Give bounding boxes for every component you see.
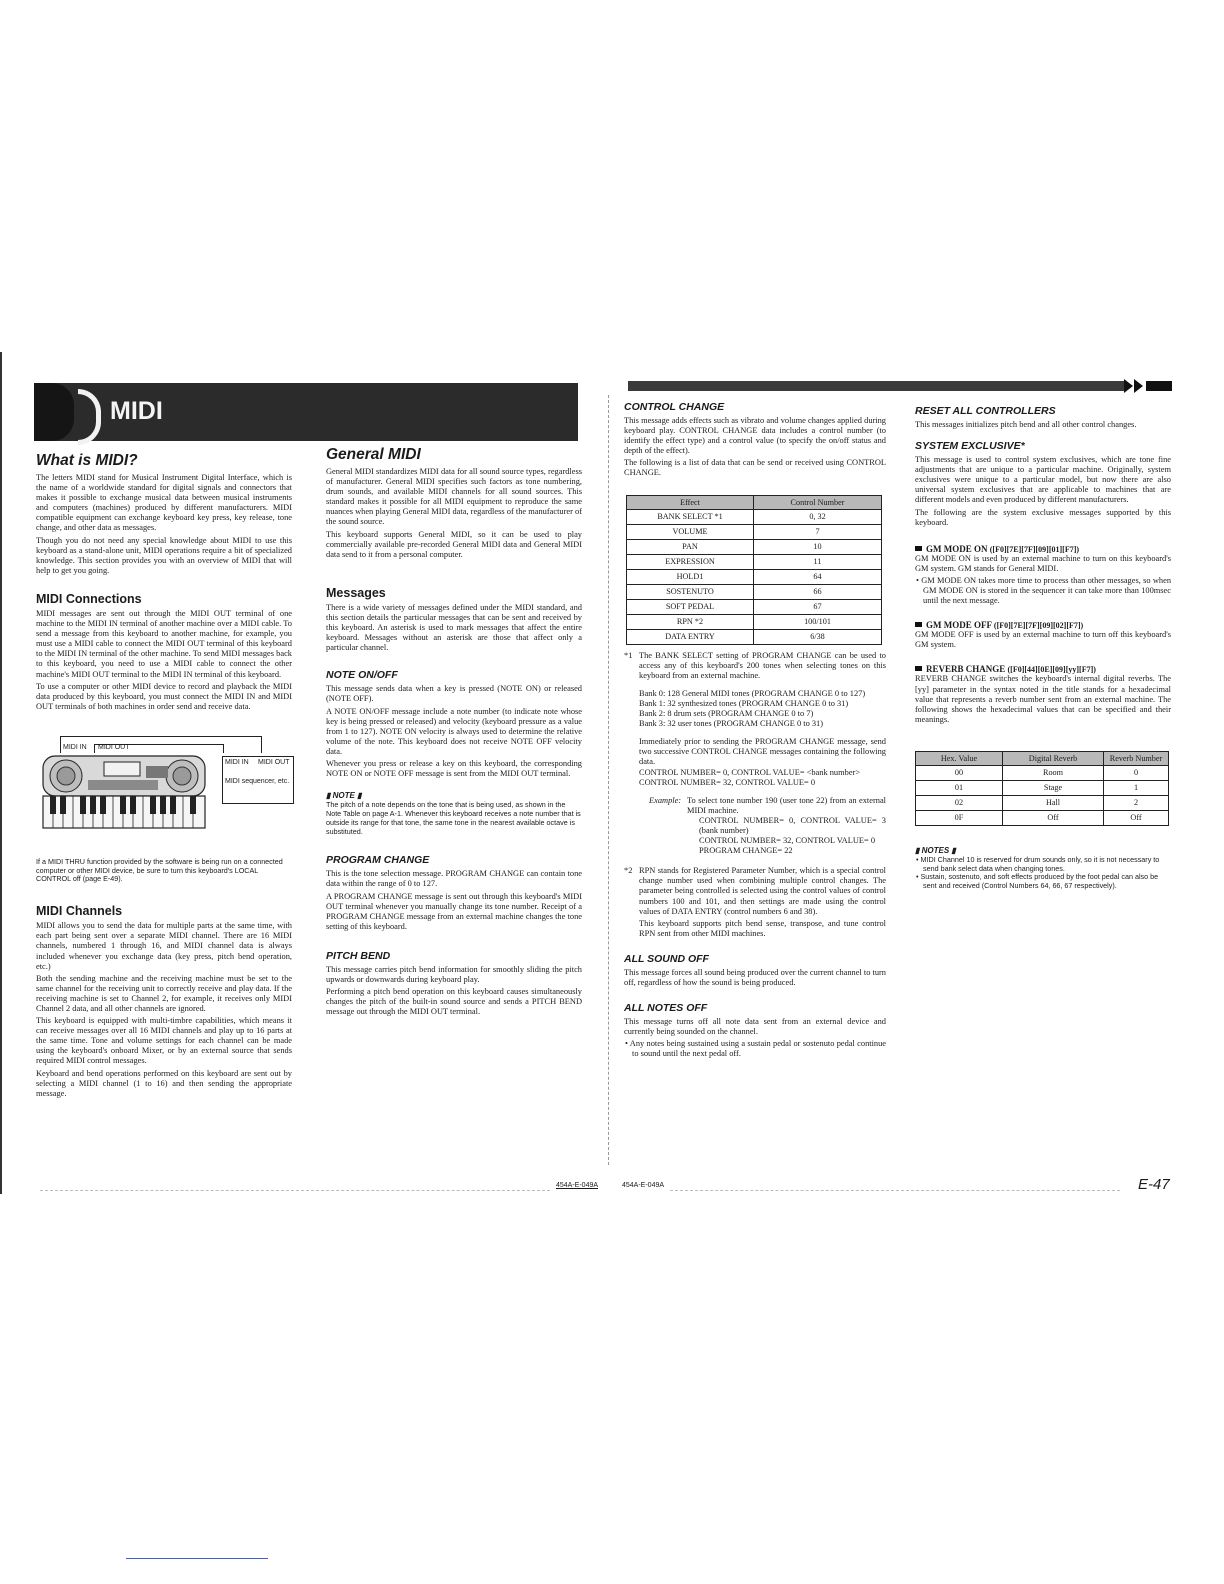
- heading-messages: Messages: [326, 585, 386, 600]
- square-bullet-icon: [915, 666, 922, 671]
- footnote-2-text-2: This keyboard supports pitch bend sense, transpose, and tune control RPN sent from other MIDI machines.: [639, 918, 886, 938]
- table-header-row: [627, 495, 882, 509]
- table-row: [627, 614, 882, 629]
- gm-mode-off-title: GM MODE OFF: [926, 620, 992, 631]
- table-row: [916, 765, 1169, 780]
- control-change-table: [626, 495, 882, 645]
- gm-mode-on-heading: [915, 544, 1171, 554]
- control-change-text-2: The following is a list of data that can be send or received using CONTROL CHANGE.: [624, 458, 886, 478]
- heading-what-is-midi: What is MIDI?: [36, 452, 138, 469]
- notes-bullet-text: MIDI Channel 10 is reserved for drum sounds only, so it is not necessary to send bank select data when changing tones.: [920, 854, 1160, 873]
- square-bullet-icon: [915, 546, 922, 551]
- reverb-change-title: REVERB CHANGE: [926, 664, 1006, 675]
- table-row: [916, 780, 1169, 795]
- footer-rule-right: [670, 1190, 1120, 1191]
- chapter-tab-bracket: [78, 389, 101, 445]
- footnote-2: [624, 866, 886, 939]
- table-cell: VOLUME: [627, 524, 754, 539]
- heading-control-change: CONTROL CHANGE: [624, 401, 725, 413]
- bottom-blue-rule: [126, 1558, 268, 1559]
- midi-channels-text-2: Both the sending machine and the receiving machine must be set to the same channel for the receiving unit to correctly receive and play data. If the receiving machine is set to Channel 2, for example, it receives only MIDI Channel 2 data, and all other channels are ignored.: [36, 973, 292, 1014]
- square-bullet-icon: [915, 622, 922, 627]
- heading-midi-connections: MIDI Connections: [36, 591, 142, 606]
- table-row: [627, 524, 882, 539]
- table-cell: BANK SELECT *1: [627, 509, 754, 524]
- midi-out-label-left: MIDI OUT: [98, 743, 130, 751]
- column-4: [915, 405, 1171, 891]
- table-header-cell: Digital Reverb: [1003, 751, 1104, 765]
- note-onoff-text-2: A NOTE ON/OFF message include a note number (to indicate note whose key is being pressed or released) and velocity (keyboard pressure as a value from 1 to 127). NOTE ON velocity is always used to determine the relative volume of the note. This keyboard does not receive NOTE OFF velocity data.: [326, 706, 582, 756]
- footnote-1-line-1: CONTROL NUMBER= 0, CONTROL VALUE= <bank number>: [639, 767, 861, 777]
- footer-code-left: 454A-E-049A: [556, 1182, 599, 1189]
- reverb-change-code: ([F0][44][0E][09][yy][F7]): [1007, 665, 1096, 675]
- page-number: E-47: [1138, 1176, 1170, 1193]
- table-cell: 00: [916, 765, 1003, 780]
- list-item: CONTROL NUMBER= 0, CONTROL VALUE= 3 (bank number): [699, 815, 886, 835]
- footnote-1: [624, 651, 886, 857]
- footnote-2-mark: *2: [624, 866, 633, 876]
- table-header-cell: Reverb Number: [1104, 751, 1169, 765]
- table-cell: Hall: [1003, 795, 1104, 810]
- table-cell: 11: [754, 554, 882, 569]
- sequencer-label: MIDI sequencer, etc.: [225, 777, 290, 785]
- footnote-1-line-2: CONTROL NUMBER= 32, CONTROL VALUE= 0: [639, 777, 816, 787]
- midi-in-label-left: MIDI IN: [63, 743, 87, 751]
- table-row: [916, 795, 1169, 810]
- general-midi-text: General MIDI standardizes MIDI data for all sound source types, regardless of manufacturer. General MIDI specifies such factors as tone numbering, drum sounds, and available MIDI channels for all sound sources. This standard makes it possible for all MIDI equipment to reproduce the same nuances when playing General MIDI data, regardless of the manufacturer of the sound source.: [326, 467, 582, 527]
- example-block: [639, 796, 886, 857]
- footer-code-right: 454A-E-049A: [622, 1182, 665, 1189]
- table-header-row: [916, 751, 1169, 765]
- chapter-tab-mark: [34, 383, 74, 441]
- header-arrow-2: [1134, 379, 1143, 393]
- table-cell: DATA ENTRY: [627, 629, 754, 644]
- what-is-midi-text: The letters MIDI stand for Musical Instrument Digital Interface, which is the name of a worldwide standard for digital signals and connectors that makes it possible to exchange musical data between musical instruments and computers (machines) produced by different manufacturers. MIDI compatible equipment can exchange keyboard key press, key release, tone change, and other data as messages.: [36, 473, 292, 533]
- list-item: To select tone number 190 (user tone 22) from an external MIDI machine.: [687, 795, 886, 815]
- footnote-1-text-2: Immediately prior to sending the PROGRAM CHANGE message, send two successive CONTROL CHANGE messages containing the following data.: [639, 737, 886, 767]
- sysex-text: This message is used to control system exclusives, which are tone fine adjustments that are unique to a particular machine. Originally, system exclusives were unique to a particular model, but now there are also universal system exclusives that are applicable to machines that are different models and even produced by different manufacturers.: [915, 455, 1171, 505]
- table-row: [916, 810, 1169, 825]
- table-header-cell: Control Number: [754, 495, 882, 509]
- table-cell: Stage: [1003, 780, 1104, 795]
- note-text: The pitch of a note depends on the tone that is being used, as shown in the Note Table on page A-1. Whenever this keyboard receives a note number that is outside its range for that tone, the same tone in the nearest available octave is substituted.: [326, 800, 581, 836]
- midi-channels-text-4: Keyboard and bend operations performed on this keyboard are sent out by selecting a MIDI channel (1 to 16) and then sending the appropriate message.: [36, 1068, 292, 1098]
- left-edge-rule: [0, 352, 2, 1194]
- notes-heading: ▮ NOTES ▮: [915, 845, 956, 855]
- table-cell: 1: [1104, 780, 1169, 795]
- gm-mode-off-heading: [915, 620, 1171, 630]
- right-header-bar: [628, 381, 1124, 391]
- list-item: Bank 1: 32 synthesized tones (PROGRAM CHANGE 0 to 31): [639, 698, 849, 708]
- table-cell: 01: [916, 780, 1003, 795]
- gm-mode-on-bullet-text: GM MODE ON takes more time to process than other messages, so when GM MODE ON is stored in the sequencer it can take more than 100msec until the next message.: [921, 575, 1172, 606]
- midi-connections-text: MIDI messages are sent out through the MIDI OUT terminal of one machine to the MIDI IN terminal of another machine over a MIDI cable. To send a message from this keyboard to another machine, for example, you must use a MIDI cable to connect the MIDI OUT terminal of this keyboard to the MIDI IN terminal of the other machine. To send MIDI messages back to this keyboard, you need to use a MIDI cable to connect the other machine's MIDI OUT terminal to the MIDI IN terminal of this keyboard.: [36, 608, 292, 679]
- table-cell: PAN: [627, 539, 754, 554]
- table-cell: SOFT PEDAL: [627, 599, 754, 614]
- sysex-text-2: The following are the system exclusive messages supported by this keyboard.: [915, 507, 1171, 527]
- column-2: [326, 446, 582, 1019]
- header-end-block: [1146, 381, 1172, 391]
- page-gutter: [608, 395, 609, 1165]
- heading-all-sound-off: ALL SOUND OFF: [624, 952, 709, 965]
- table-cell: 10: [754, 539, 882, 554]
- chapter-title: MIDI: [110, 397, 163, 425]
- midi-out-label-right: MIDI OUT: [258, 758, 290, 766]
- heading-pitch-bend: PITCH BEND: [326, 949, 391, 962]
- gm-mode-off-text: GM MODE OFF is used by an external machine to turn off this keyboard's GM system.: [915, 630, 1171, 650]
- gm-mode-on-code: ([F0][7E][7F][09][01][F7]): [989, 544, 1080, 554]
- header-arrow-1: [1124, 379, 1133, 393]
- reset-text: This messages initializes pitch bend and all other control changes.: [915, 420, 1137, 429]
- all-notes-off-bullet-text: Any notes being sustained using a sustain pedal or sostenuto pedal continue to sound until the next pedal off.: [629, 1039, 886, 1059]
- gm-mode-on-bullet: • GM MODE ON takes more time to process than other messages, so when GM MODE ON is stored in the sequencer it can take more than 100msec until the next message.: [916, 575, 1172, 606]
- heading-reset-all-controllers: RESET ALL CONTROLLERS: [915, 405, 1056, 417]
- table-row: [627, 584, 882, 599]
- footer-rule-left: [40, 1190, 550, 1191]
- note-heading: ▮ NOTE ▮: [326, 791, 362, 801]
- midi-in-label-right: MIDI IN: [225, 758, 249, 766]
- list-item: • Sustain, sostenuto, and soft effects produced by the foot pedal can also be sent and received (Control Numbers 64, 66, 67 respectively).: [916, 872, 1159, 891]
- heading-program-change: PROGRAM CHANGE: [326, 854, 430, 867]
- list-item: PROGRAM CHANGE= 22: [699, 846, 793, 856]
- keyboard-illustration: [42, 754, 206, 830]
- table-row: [627, 509, 882, 524]
- table-row: [627, 554, 882, 569]
- table-cell: 100/101: [754, 614, 882, 629]
- table-cell: 64: [754, 569, 882, 584]
- midi-channels-text: MIDI allows you to send the data for multiple parts at the same time, with each part being sent over a separate MIDI channel. There are 16 MIDI channels, numbered 1 through 16, and MIDI channel data is always included whenever you exchange data (key press, pitch bend operation, etc.): [36, 921, 292, 971]
- midi-connections-text-2: To use a computer or other MIDI device to record and playback the MIDI data produced by this keyboard, you must connect the MIDI IN and MIDI OUT terminals of both machines in order send and receive data.: [36, 681, 292, 711]
- table-row: [627, 569, 882, 584]
- reverb-change-text: REVERB CHANGE switches the keyboard's internal digital reverbs. The [yy] parameter in the syntax noted in the title stands for a hexadecimal value that represents a reverb number sent from an external machine. The following shows the hexadecimal values that can be specified and their meanings.: [915, 674, 1171, 724]
- table-cell: Off: [1003, 810, 1104, 825]
- program-change-text-2: A PROGRAM CHANGE message is sent out through this keyboard's MIDI OUT terminal whenever you manually change its tone number. Receipt of a PROGRAM CHANGE message from an external machine changes the tone setting of this keyboard.: [326, 891, 582, 931]
- heading-all-notes-off: ALL NOTES OFF: [624, 1002, 708, 1015]
- table-cell: 0: [1104, 765, 1169, 780]
- table-cell: 0, 32: [754, 509, 882, 524]
- pitch-bend-text-2: Performing a pitch bend operation on this keyboard causes simultaneously changes the pitch of the built-in sound source and sends a PITCH BEND message out through the MIDI OUT terminal.: [326, 987, 582, 1017]
- bank-list: [639, 689, 886, 729]
- all-notes-off-bullet: • Any notes being sustained using a sustain pedal or sostenuto pedal continue to sound until the next pedal off.: [625, 1039, 886, 1059]
- heading-midi-channels: MIDI Channels: [36, 904, 123, 919]
- table-cell: 02: [916, 795, 1003, 810]
- heading-note-onoff: NOTE ON/OFF: [326, 669, 398, 682]
- column-3: [624, 401, 886, 1059]
- what-is-midi-text-2: Though you do not need any special knowledge about MIDI to use this keyboard as a stand-alone unit, MIDI operations require a bit of specialized knowledge. This section provides you with an overview of MIDI that will help to get you going.: [36, 535, 292, 575]
- table-cell: RPN *2: [627, 614, 754, 629]
- list-item: Bank 0: 128 General MIDI tones (PROGRAM CHANGE 0 to 127): [639, 688, 866, 698]
- table-cell: Off: [1104, 810, 1169, 825]
- list-item: • MIDI Channel 10 is reserved for drum sounds only, so it is not necessary to send bank select data when changing tones.: [916, 854, 1160, 873]
- table-cell: 6/38: [754, 629, 882, 644]
- table-cell: 67: [754, 599, 882, 614]
- reverb-change-heading: [915, 664, 1171, 674]
- table-header-cell: Hex. Value: [916, 751, 1003, 765]
- table-cell: SOSTENUTO: [627, 584, 754, 599]
- table-header-cell: Effect: [627, 495, 754, 509]
- pitch-bend-text: This message carries pitch bend information for smoothly sliding the pitch upwards or downwards during keyboard play.: [326, 964, 582, 984]
- table-cell: EXPRESSION: [627, 554, 754, 569]
- footnote-2-text: RPN stands for Registered Parameter Number, which is a special control change number used when combining multiple control changes. The parameter being controlled is selected using the control values of control numbers 100 and 101, and then settings are made using the control values of DATA ENTRY (control numbers 6 and 38).: [639, 866, 886, 916]
- reverb-table: [915, 751, 1169, 826]
- table-row: [627, 599, 882, 614]
- table-cell: 7: [754, 524, 882, 539]
- gm-mode-off-code: ([F0][7E][7F][09][02][F7]): [993, 621, 1084, 631]
- example-label: Example:: [649, 795, 682, 805]
- list-item: Bank 2: 8 drum sets (PROGRAM CHANGE 0 to 7): [639, 709, 814, 719]
- control-change-text: This message adds effects such as vibrato and volume changes applied during keyboard play. CONTROL CHANGE data includes a control number (to identify the effect type) and a control value (to specify the on/off status and depth of the effect).: [624, 416, 886, 456]
- list-item: Bank 3: 32 user tones (PROGRAM CHANGE 0 to 31): [639, 719, 824, 729]
- midi-channels-text-3: This keyboard is equipped with multi-timbre capabilities, which means it can receive messages over all 16 MIDI channels and play up to 16 parts at the same time. Tone and volume settings for each channel can be made using the keyboard's onboard Mixer, or by an external source that sends required MIDI control messages.: [36, 1016, 292, 1066]
- table-row: [627, 539, 882, 554]
- table-cell: Room: [1003, 765, 1104, 780]
- gm-mode-on-text: GM MODE ON is used by an external machine to turn on this keyboard's GM system. GM stands for General MIDI.: [915, 553, 1171, 573]
- heading-general-midi: General MIDI: [326, 446, 421, 463]
- note-heading-label: NOTE: [332, 791, 355, 801]
- chapter-header-bar: [42, 383, 578, 441]
- list-item: CONTROL NUMBER= 32, CONTROL VALUE= 0: [699, 836, 876, 846]
- general-midi-text-2: This keyboard supports General MIDI, so it can be used to play commercially available pre-recorded General MIDI data and General MIDI data send to it from a personal computer.: [326, 529, 582, 559]
- table-cell: HOLD1: [627, 569, 754, 584]
- table-cell: 0F: [916, 810, 1003, 825]
- midi-connection-diagram: [36, 736, 294, 844]
- table-cell: 66: [754, 584, 882, 599]
- notes-heading-label: NOTES: [921, 845, 950, 855]
- program-change-text: This is the tone selection message. PROGRAM CHANGE can contain tone data within the range of 0 to 127.: [326, 869, 582, 889]
- table-cell: 2: [1104, 795, 1169, 810]
- heading-system-exclusive: SYSTEM EXCLUSIVE*: [915, 440, 1025, 453]
- note-onoff-text-3: Whenever you press or release a key on this keyboard, the corresponding NOTE ON or NOTE OFF message is sent from the MIDI OUT terminal.: [326, 758, 582, 779]
- table-row: [627, 629, 882, 644]
- column-1: [36, 452, 292, 1101]
- all-sound-off-text: This message forces all sound being produced over the current channel to turn off, regardless of how the sound is being produced.: [624, 967, 886, 987]
- notes-bullet-text: Sustain, sostenuto, and soft effects produced by the foot pedal can also be sent and received (Control Numbers 64, 66, 67 respectively).: [920, 872, 1159, 891]
- footnote-1-mark: *1: [624, 650, 633, 660]
- messages-text: There is a wide variety of messages defined under the MIDI standard, and this section details the particular messages that can be sent and received by this keyboard. An asterisk is used to mark messages that affect the entire keyboard. Messages without an asterisk are those that affect only a particular channel.: [326, 602, 582, 653]
- note-onoff-text: This message sends data when a key is pressed (NOTE ON) or released (NOTE OFF).: [326, 684, 582, 704]
- all-notes-off-text: This message turns off all note data sent from an external device and currently being sounded on the channel.: [624, 1017, 886, 1037]
- gm-mode-on-title: GM MODE ON: [926, 543, 988, 554]
- footnote-1-text: The BANK SELECT setting of PROGRAM CHANGE can be used to access any of this keyboard's 200 tones when selecting tones on this keyboard from an external machine.: [639, 650, 886, 680]
- midi-thru-note: If a MIDI THRU function provided by the software is being run on a connected computer or other MIDI device, be sure to turn this keyboard's LOCAL CONTROL off (page E-49).: [36, 856, 283, 884]
